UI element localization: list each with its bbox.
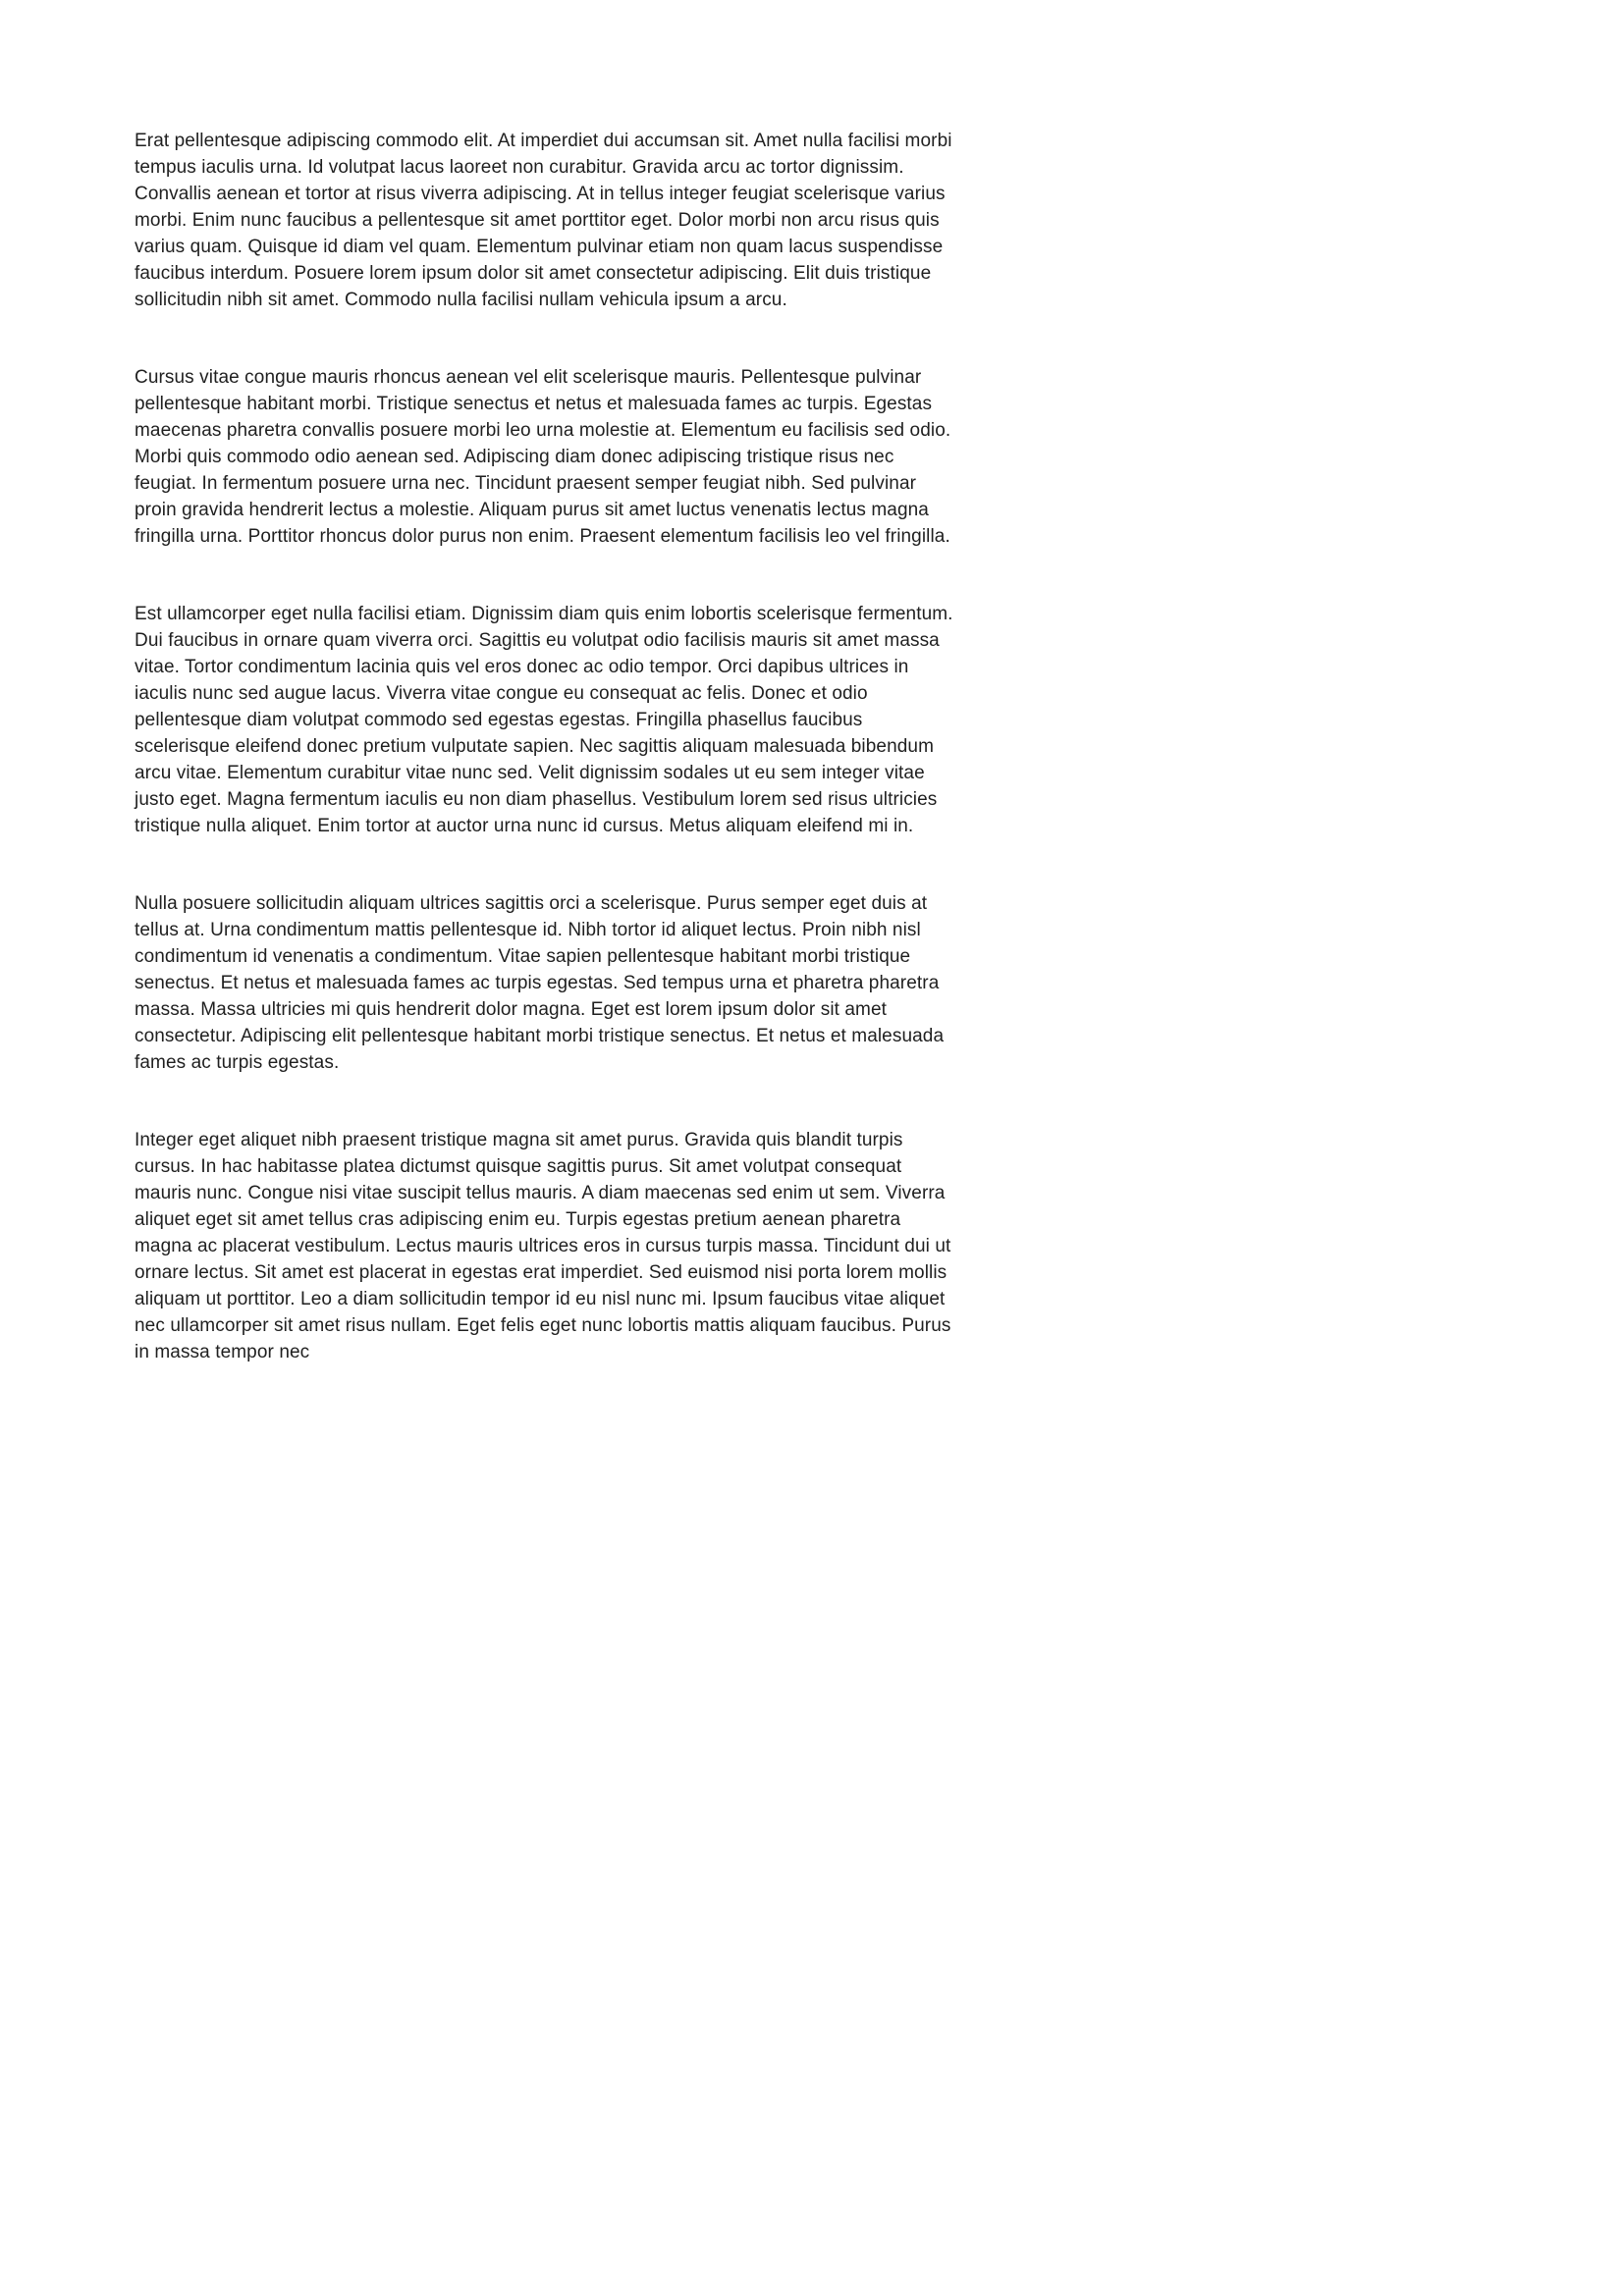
paragraph: Integer eget aliquet nibh praesent tristique magna sit amet purus. Gravida quis blandit turpis cursus. In hac habitasse platea dictumst quisque sagittis purus. Sit amet volutpat consequat mauris nunc. Congue nisi vitae suscipit tellus mauris. A diam maecenas sed enim ut sem. Viverra aliquet eget sit amet tellus cras adipiscing enim eu. Turpis egestas pretium aenean pharetra magna ac placerat vestibulum. Lectus mauris ultrices eros in cursus turpis massa. Tincidunt dui ut ornare lectus. Sit amet est placerat in egestas erat imperdiet. Sed euismod nisi porta lorem mollis aliquam ut porttitor. Leo a diam sollicitudin tempor id eu nisl nunc mi. Ipsum faucibus vitae aliquet nec ullamcorper sit amet risus nullam. Eget felis eget nunc lobortis mattis aliquam faucibus. Purus in massa tempor nec — [135, 1130, 951, 1362]
paragraph: Est ullamcorper eget nulla facilisi etiam. Dignissim diam quis enim lobortis scelerisque fermentum. Dui faucibus in ornare quam viverra orci. Sagittis eu volutpat odio facilisis mauris sit amet massa vitae. Tortor condimentum lacinia quis vel eros donec ac odio tempor. Orci dapibus ultrices in iaculis nunc sed augue lacus. Viverra vitae congue eu consequat ac felis. Donec et odio pellentesque diam volutpat commodo sed egestas egestas. Fringilla phasellus faucibus scelerisque eleifend donec pretium vulputate sapien. Nec sagittis aliquam malesuada bibendum arcu vitae. Elementum curabitur vitae nunc sed. Velit dignissim sodales ut eu sem integer vitae justo eget. Magna fermentum iaculis eu non diam phasellus. Vestibulum lorem sed risus ultricies tristique nulla aliquet. Enim tortor at auctor urna nunc id cursus. Metus aliquam eleifend mi in. — [135, 604, 953, 836]
document-body — [135, 128, 957, 1365]
paragraph: Erat pellentesque adipiscing commodo elit. At imperdiet dui accumsan sit. Amet nulla facilisi morbi tempus iaculis urna. Id volutpat lacus laoreet non curabitur. Gravida arcu ac tortor dignissim. Convallis aenean et tortor at risus viverra adipiscing. At in tellus integer feugiat scelerisque varius morbi. Enim nunc faucibus a pellentesque sit amet porttitor eget. Dolor morbi non arcu risus quis varius quam. Quisque id diam vel quam. Elementum pulvinar etiam non quam lacus suspendisse faucibus interdum. Posuere lorem ipsum dolor sit amet consectetur adipiscing. Elit duis tristique sollicitudin nibh sit amet. Commodo nulla facilisi nullam vehicula ipsum a arcu. — [135, 131, 952, 310]
paragraph: Cursus vitae congue mauris rhoncus aenean vel elit scelerisque mauris. Pellentesque pulvinar pellentesque habitant morbi. Tristique senectus et netus et malesuada fames ac turpis. Egestas maecenas pharetra convallis posuere morbi leo urna molestie at. Elementum eu facilisis sed odio. Morbi quis commodo odio aenean sed. Adipiscing diam donec adipiscing tristique risus nec feugiat. In fermentum posuere urna nec. Tincidunt praesent semper feugiat nibh. Sed pulvinar proin gravida hendrerit lectus a molestie. Aliquam purus sit amet luctus venenatis lectus magna fringilla urna. Porttitor rhoncus dolor purus non enim. Praesent elementum facilisis leo vel fringilla. — [135, 367, 951, 547]
paragraph: Nulla posuere sollicitudin aliquam ultrices sagittis orci a scelerisque. Purus semper eget duis at tellus at. Urna condimentum mattis pellentesque id. Nibh tortor id aliquet lectus. Proin nibh nisl condimentum id venenatis a condimentum. Vitae sapien pellentesque habitant morbi tristique senectus. Et netus et malesuada fames ac turpis egestas. Sed tempus urna et pharetra pharetra massa. Massa ultricies mi quis hendrerit dolor magna. Eget est lorem ipsum dolor sit amet consectetur. Adipiscing elit pellentesque habitant morbi tristique senectus. Et netus et malesuada fames ac turpis egestas. — [135, 893, 945, 1073]
